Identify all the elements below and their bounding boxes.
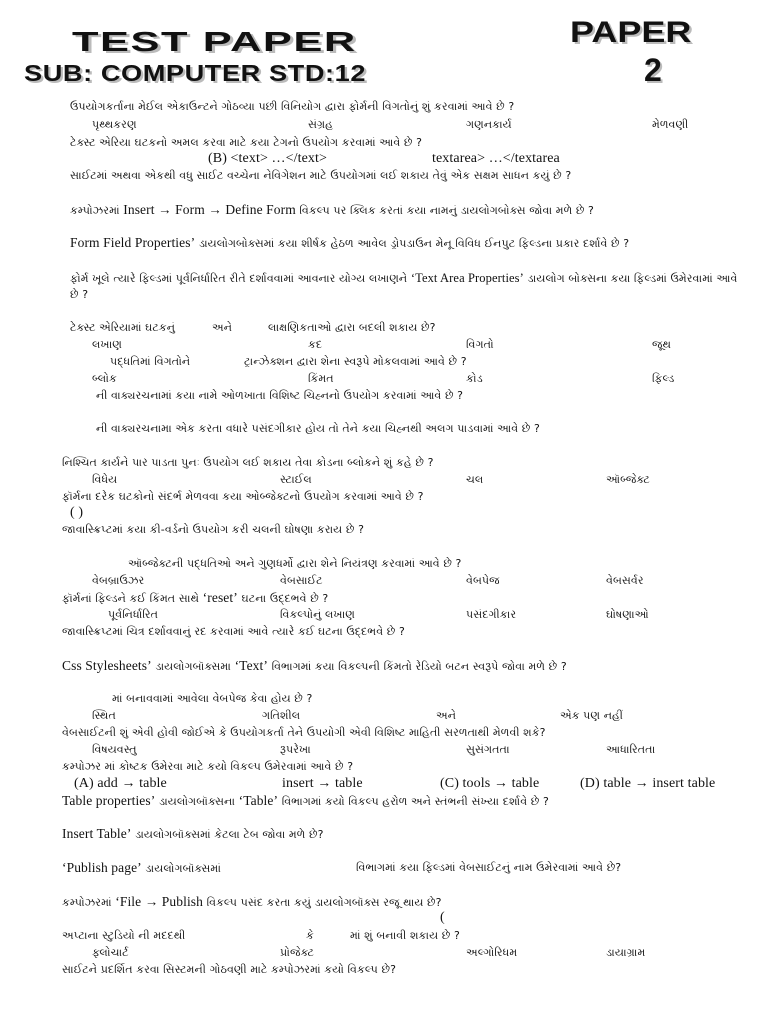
text-line: કદ	[308, 338, 323, 351]
text-line: વેબસાઈટની શું એવી હોવી જોઈએ કે ઉપયોગકર્તા તેને ઉપયોગી એવી વિશિષ્ટ માહિતી સરળતાથી મેળવી શકે?	[62, 726, 546, 739]
text-line: આધારિતતા	[606, 743, 656, 756]
text-fragment: કમ્પોઝરમાં	[70, 204, 120, 217]
text-line: અપ્ટાના સ્ટુડિયો ની મદદથી	[62, 929, 186, 942]
text-line: ઑબ્જેક્ટ	[606, 473, 650, 486]
text-line: પસંદગીકાર	[466, 608, 517, 621]
text-line: ઘોષણાઓ	[606, 608, 649, 621]
text-fragment: વિભાગમાં કયો વિકલ્પ હરોળ અને સ્તંભની સંખ્યા દર્શાવે છે ?	[281, 795, 549, 808]
text-line: સુસંગતતા	[466, 743, 510, 756]
text-fragment: ડાયલોગબૉક્સના	[158, 795, 235, 808]
text-line: ફૉર્મના દરેક ઘટકોનો સંદર્ભ મેળવવા કયા ઓબ્જેક્ટનો ઉપયોગ કરવામાં આવે છે ?	[62, 490, 424, 503]
text-line: પદ્ધતિમાં વિગતોને	[110, 355, 191, 368]
text-fragment: વિકલ્પ પસંદ કરતા કયું ડાયલોગબૉક્સ રજૂ થાય છે?	[206, 896, 442, 909]
text-line: અને	[436, 709, 456, 722]
text-fragment: ‘File → Publish	[115, 894, 204, 909]
text-fragment: Css Stylesheets’	[62, 658, 152, 673]
text-line: પૃથ્થકરણ	[92, 118, 137, 131]
text-line: ઑબ્જેક્ટની પદ્ધતિઓ અને ગુણધર્મો દ્વારા શેને નિયંત્રણ કરવામાં આવે છે ?	[128, 557, 462, 570]
text-line: પૂર્વનિર્ધારિત	[108, 608, 159, 621]
text-line: ટેક્સ્ટ એરિયા ઘટકનો અમલ કરવા માટે કયા ટેગનો ઉપયોગ કરવામાં આવે છે ?	[70, 136, 423, 149]
subject-line: SUB: COMPUTER STD:12	[24, 60, 367, 86]
text-line: અલ્ગોરિધમ	[466, 946, 518, 959]
text-fragment: Form Field Properties’	[70, 235, 196, 250]
text-line: ઉપયોગકર્તાના મેઈલ એકાઉન્ટને ગોઠવ્યા પછી વિનિયોગ દ્વારા ફોર્મની વિગતોનું શું કરવામાં આવે છે ?	[70, 100, 515, 113]
text-line: સ્થિત	[92, 709, 116, 722]
text-fragment: ‘reset’	[202, 590, 238, 605]
text-line: પ્રોજેક્ટ	[280, 946, 315, 959]
paper-number: 2	[644, 52, 662, 88]
text-line	[62, 827, 324, 842]
text-fragment: ‘Text Area Properties’	[410, 271, 524, 285]
text-line	[62, 659, 567, 674]
text-fragment: કમ્પોઝરમાં	[62, 896, 112, 909]
text-line: માં બનાવવામાં આવેલા વેબપેજ કેવા હોય છે ?	[112, 692, 313, 705]
text-line: સ્ટાઈલ	[280, 473, 312, 486]
text-fragment: ઘટના ઉદ્દભવે છે ?	[241, 592, 329, 605]
text-line: વેબબ્રાઉઝર	[92, 574, 145, 587]
text-line: ડાયાગ્રામ	[606, 946, 646, 959]
text-line: ફ્લોચાર્ટ	[92, 946, 129, 959]
text-line: કોડ	[466, 372, 483, 385]
text-line: (	[440, 910, 445, 925]
text-line: textarea> …</textarea	[432, 151, 560, 166]
text-line: રૂપરેખા	[280, 743, 311, 756]
text-line: અને	[212, 321, 232, 334]
text-line: ગણનકાર્ય	[466, 118, 512, 131]
text-fragment: ફૉર્મનાં ફિલ્ડને કઈ કિંમત સાથે	[62, 592, 200, 605]
text-line: (A) add → table	[74, 776, 167, 791]
text-line: (D) table → insert table	[580, 776, 716, 791]
text-fragment: ડાયલોગબૉક્સમાં કેટલા ટેબ જોવા મળે છે?	[135, 828, 324, 841]
page-title: TEST PAPER	[72, 26, 357, 57]
text-line: કમ્પોઝર માં કોષ્ટક ઉમેરવા માટે કયો વિકલ્પ ઉમેરવામાં આવે છે ?	[62, 760, 354, 773]
text-line: મેળવણી	[652, 118, 689, 131]
text-line: વિધેય	[92, 473, 118, 486]
text-fragment: ‘Table’	[238, 793, 279, 808]
text-fragment: ‘Publish page’	[62, 860, 142, 875]
text-line: જૂથ	[652, 338, 672, 351]
text-line: વિકલ્પોનું લખાણ	[280, 608, 355, 621]
text-line	[70, 236, 629, 251]
text-line: કિંમત	[308, 372, 334, 385]
text-fragment: ફોર્મ ખૂલે ત્યારે ફિલ્ડમાં પૂર્વનિર્ધારિત રીતે દર્શાવવામાં આવનાર યોગ્ય લખાણને	[70, 272, 408, 285]
text-line	[62, 861, 221, 876]
paper-label: PAPER	[570, 16, 692, 49]
text-fragment: Insert Table’	[62, 826, 132, 841]
text-fragment: વિભાગમાં કયા વિકલ્પની કિંમતો રેડિયો બટન સ્વરૂપે જોવા મળે છે ?	[271, 660, 567, 673]
text-line: વેબસર્વર	[606, 574, 644, 587]
text-line: કે	[306, 929, 314, 942]
text-line: ગતિશીલ	[262, 709, 301, 722]
text-line: વિગતો	[466, 338, 494, 351]
text-line: (B) <text> …</text>	[208, 151, 328, 166]
text-line	[70, 271, 737, 286]
text-line	[62, 591, 328, 606]
text-line: ફિલ્ડ	[652, 372, 675, 385]
text-line: લખાણ	[92, 338, 122, 351]
text-fragment: Insert → Form → Define Form	[123, 202, 296, 217]
text-line: સાઈટને પ્રદર્શિત કરવા સિસ્ટમની ગોઠવણી માટે કમ્પોઝરમાં કયો વિકલ્પ છે?	[62, 963, 397, 976]
text-fragment: ‘Text’	[234, 658, 268, 673]
text-line	[70, 203, 594, 218]
text-line: જાવાસ્ક્રિપ્ટમાં કયા કી-વર્ડનો ઉપયોગ કરી ચલની ઘોષણા કરાય છે ?	[62, 523, 365, 536]
text-line: ની વાક્યરચનામા એક કરતા વધારે પસંદગીકાર હોય તો તેને કયા ચિહ્નથી અલગ પાડવામાં આવે છે ?	[96, 422, 540, 435]
text-fragment: ડાયલોગબોક્સમાં કયા શીર્ષક હેઠળ આવેલ ડ્રોપડાઉન મેનૂ વિવિધ ઈનપુટ ફિલ્ડના પ્રકાર દર્શાવે છે ?	[198, 237, 630, 250]
text-fragment: ડાયલોગબૉક્સમા	[155, 660, 231, 673]
text-line: છે ?	[70, 288, 89, 301]
text-line: બ્લોક	[92, 372, 117, 385]
text-fragment: વિકલ્પ પર ક્લિક કરતાં કયા નામનું ડાયલોગબોક્સ જોવા મળે છે ?	[299, 204, 594, 217]
text-line: વેબસાઈટ	[280, 574, 323, 587]
text-fragment: ડાયલોગ બોક્સના કયા ફિલ્ડમાં ઉમેરવામાં આવે	[527, 272, 738, 285]
text-line: વિષયવસ્તુ	[92, 743, 137, 756]
text-line: એક પણ નહીં	[560, 709, 624, 722]
text-line: ની વાક્યરચનામાં કયા નામે ઓળખાતા વિશિષ્ટ ચિહ્નનો ઉપયોગ કરવામાં આવે છે ?	[96, 389, 464, 402]
text-line: ટેક્સ્ટ એરિયામાં ઘટકનું	[70, 321, 176, 334]
text-line: નિશ્ચિત કાર્યને પાર પાડતા પુનઃ ઉપયોગ લઈ શકાય તેવા કોડના બ્લોકને શું કહે છે ?	[62, 456, 434, 469]
text-line: ટ્રાન્ઝેક્શન દ્વારા શેના સ્વરૂપે મોકલવામાં આવે છે ?	[244, 355, 467, 368]
text-fragment: Table properties’	[62, 793, 156, 808]
text-line: માં શું બનાવી શકાય છે ?	[350, 929, 460, 942]
text-line: સાઈટમાં અથવા એકથી વધુ સાઈટ વચ્ચેના નેવિગેશન માટે ઉપયોગમાં લઈ શકાય તેવું એક સક્ષમ સાધન કયું છે ?	[70, 169, 572, 182]
text-line	[62, 794, 549, 809]
text-line	[62, 895, 442, 910]
text-line: ચલ	[466, 473, 484, 486]
text-line: (C) tools → table	[440, 776, 540, 791]
text-line: insert → table	[282, 776, 363, 791]
text-line: સંગ્રહ	[308, 118, 334, 131]
text-line: વેબપેજ	[466, 574, 500, 587]
text-line: વિભાગમાં કયા ફિલ્ડમાં વેબસાઈટનું નામ ઉમેરવામાં આવે છે?	[356, 861, 622, 874]
text-fragment: ડાયલોગબૉક્સમાં	[145, 862, 221, 875]
text-line: ( )	[70, 505, 84, 520]
text-line: લાક્ષણિકતાઓ દ્વારા બદલી શકાય છે?	[268, 321, 436, 334]
text-line: જાવાસ્ક્રિપ્ટમાં ચિત્ર દર્શાવવાનું રદ કરવામાં આવે ત્યારે કઈ ઘટના ઉદ્દભવે છે ?	[62, 625, 405, 638]
